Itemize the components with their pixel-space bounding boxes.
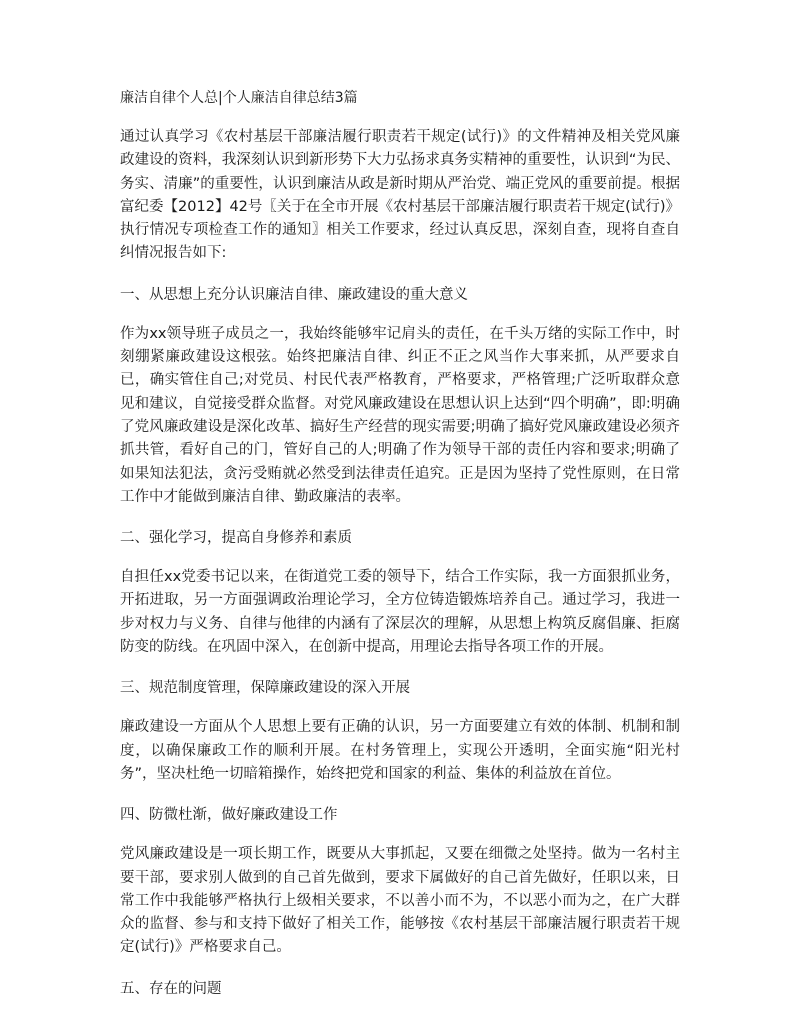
section-body-1: 作为xx领导班子成员之一，我始终能够牢记肩头的责任，在千头万绪的实际工作中，时刻绷紧廉政建设这根弦。始终把廉洁自律、纠正不正之风当作大事来抓，从严要求自已，确实管住自己;对党员、村民代表严格教育，严格要求，严格管理;广泛听取群众意见和建议，自觉接受群众监督。对党风廉政建设在思想认识上达到“四个明确”，即:明确了党风廉政建设是深化改革、搞好生产经营的现实需要;明确了搞好党风廉政建设必须齐抓共管，看好自己的门，管好自己的人;明确了作为领导干部的责任内容和要求;明确了如果知法犯法，贪污受贿就必然受到法律责任追究。正是因为坚持了党性原则，在日常工作中才能做到廉洁自律、勤政廉洁的表率。	[120, 325, 680, 505]
document-page	[120, 88, 680, 1017]
section-body-3: 廉政建设一方面从个人思想上要有正确的认识，另一方面要建立有效的体制、机制和制度，以确保廉政工作的顺利开展。在村务管理上，实现公开透明，全面实施“阳光村务”，坚决杜绝一切暗箱操作，始终把党和国家的利益、集体的利益放在首位。	[120, 719, 680, 782]
section-heading-3: 三、规范制度管理，保障廉政建设的深入开展	[120, 680, 410, 697]
intro-paragraph: 通过认真学习《农村基层干部廉洁履行职责若干规定(试行)》的文件精神及相关党风廉政建设的资料，我深刻认识到新形势下大力弘扬求真务实精神的重要性，认识到“为民、务实、清廉”的重要性，认识到廉洁从政是新时期从严治党、端正党风的重要前提。根据富纪委【2012】42号〖关于在全市开展《农村基层干部廉洁履行职责若干规定(试行)》执行情况专项检查工作的通知〗相关工作要求，经过认真反思，深刻自查，现将自查自纠情况报告如下:	[120, 129, 680, 262]
section-heading-5: 五、存在的问题	[120, 980, 222, 997]
section-body-4: 党风廉政建设是一项长期工作，既要从大事抓起，又要在细微之处坚持。做为一名村主要干部，要求别人做到的自己首先做到，要求下属做好的自己首先做好，任职以来，日常工作中我能够严格执行上级相关要求，不以善小而不为，不以恶小而为之，在广大群众的监督、参与和支持下做好了相关工作，能够按《农村基层干部廉洁履行职责若干规定(试行)》严格要求自己。	[120, 846, 680, 956]
section-heading-4: 四、防微杜渐，做好廉政建设工作	[120, 807, 338, 824]
section-heading-2: 二、强化学习，提高自身修养和素质	[120, 530, 352, 547]
section-heading-1: 一、从思想上充分认识廉洁自律、廉政建设的重大意义	[120, 286, 468, 303]
section-body-2: 自担任xx党委书记以来，在街道党工委的领导下，结合工作实际，我一方面狠抓业务，开拓进取，另一方面强调政治理论学习，全方位铸造锻炼培养自己。通过学习，我进一步对权力与义务、自律与他律的内涵有了深层次的理解，从思想上构筑反腐倡廉、拒腐防变的防线。在巩固中深入，在创新中提高，用理论去指导各项工作的开展。	[120, 569, 680, 656]
document-title: 廉洁自律个人总|个人廉洁自律总结3篇	[120, 90, 358, 106]
